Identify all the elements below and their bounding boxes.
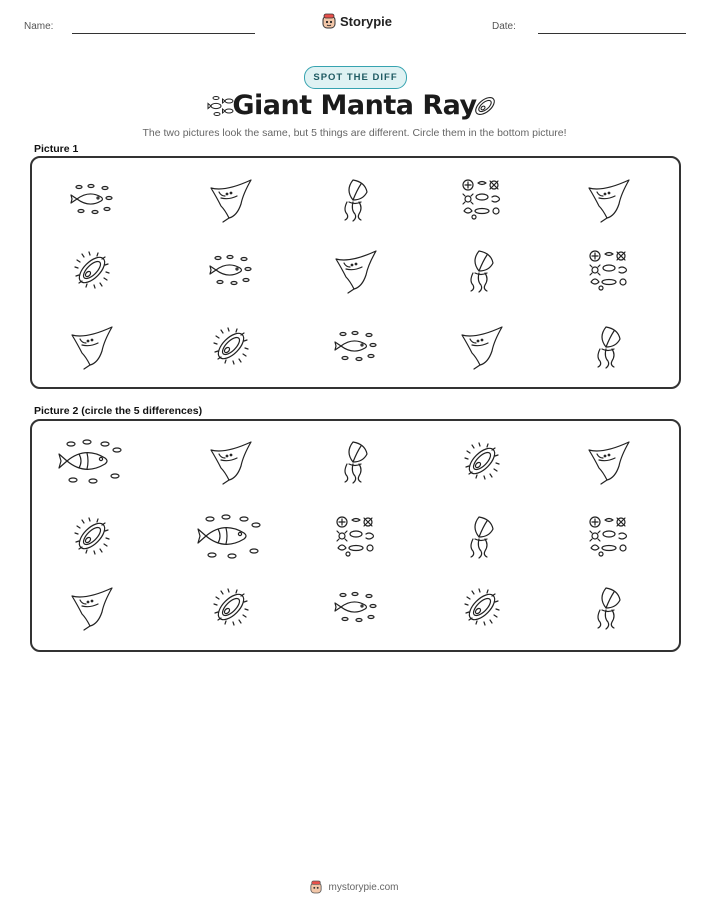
- bacterium-icon[interactable]: [447, 431, 517, 491]
- bacterium-icon: [472, 93, 498, 119]
- manta-ray-icon[interactable]: [196, 431, 266, 491]
- manta-ray-icon: [447, 316, 517, 376]
- bacterium-icon: [196, 316, 266, 376]
- bacterium-icon[interactable]: [447, 577, 517, 637]
- manta-ray-icon[interactable]: [574, 431, 644, 491]
- name-line[interactable]: [72, 33, 255, 34]
- page-title: Giant Manta Ray: [232, 90, 477, 121]
- jellyfish-icon[interactable]: [321, 431, 391, 491]
- fish-school-icon: [57, 169, 127, 229]
- jellyfish-icon[interactable]: [574, 577, 644, 637]
- manta-ray-icon: [196, 169, 266, 229]
- manta-ray-icon: [321, 240, 391, 300]
- instructions: The two pictures look the same, but 5 things are different. Circle them in the bottom picture!: [142, 127, 567, 139]
- jellyfish-icon: [447, 240, 517, 300]
- fish-school-icon[interactable]: [321, 577, 391, 637]
- jellyfish-icon[interactable]: [447, 506, 517, 566]
- picture-1-label: Picture 1: [34, 143, 79, 155]
- bacterium-icon[interactable]: [196, 577, 266, 637]
- fish-school-icon: [196, 240, 266, 300]
- name-label: Name:: [24, 21, 54, 32]
- activity-badge: SPOT THE DIFF: [304, 66, 407, 89]
- brand-logo: [322, 13, 392, 29]
- storypie-mascot-icon: [310, 880, 322, 894]
- manta-ray-icon: [57, 316, 127, 376]
- footer-site: mystorypie.com: [328, 881, 399, 893]
- jellyfish-icon: [321, 169, 391, 229]
- fish-school-icon: [321, 316, 391, 376]
- plankton-icon: [447, 169, 517, 229]
- manta-ray-icon[interactable]: [57, 577, 127, 637]
- picture-2-label: Picture 2 (circle the 5 differences): [34, 405, 203, 417]
- date-label: Date:: [492, 21, 516, 32]
- storypie-mascot-icon: [322, 13, 336, 29]
- manta-ray-icon: [574, 169, 644, 229]
- date-line[interactable]: [538, 33, 686, 34]
- fish-school-icon[interactable]: [57, 431, 127, 491]
- bacterium-icon[interactable]: [57, 506, 127, 566]
- plankton-icon: [574, 240, 644, 300]
- bacterium-icon: [57, 240, 127, 300]
- plankton-icon[interactable]: [574, 506, 644, 566]
- plankton-icon[interactable]: [321, 506, 391, 566]
- fish-school-icon[interactable]: [196, 506, 266, 566]
- brand-name: Storypie: [340, 13, 393, 29]
- jellyfish-icon: [574, 316, 644, 376]
- footer: [0, 880, 709, 894]
